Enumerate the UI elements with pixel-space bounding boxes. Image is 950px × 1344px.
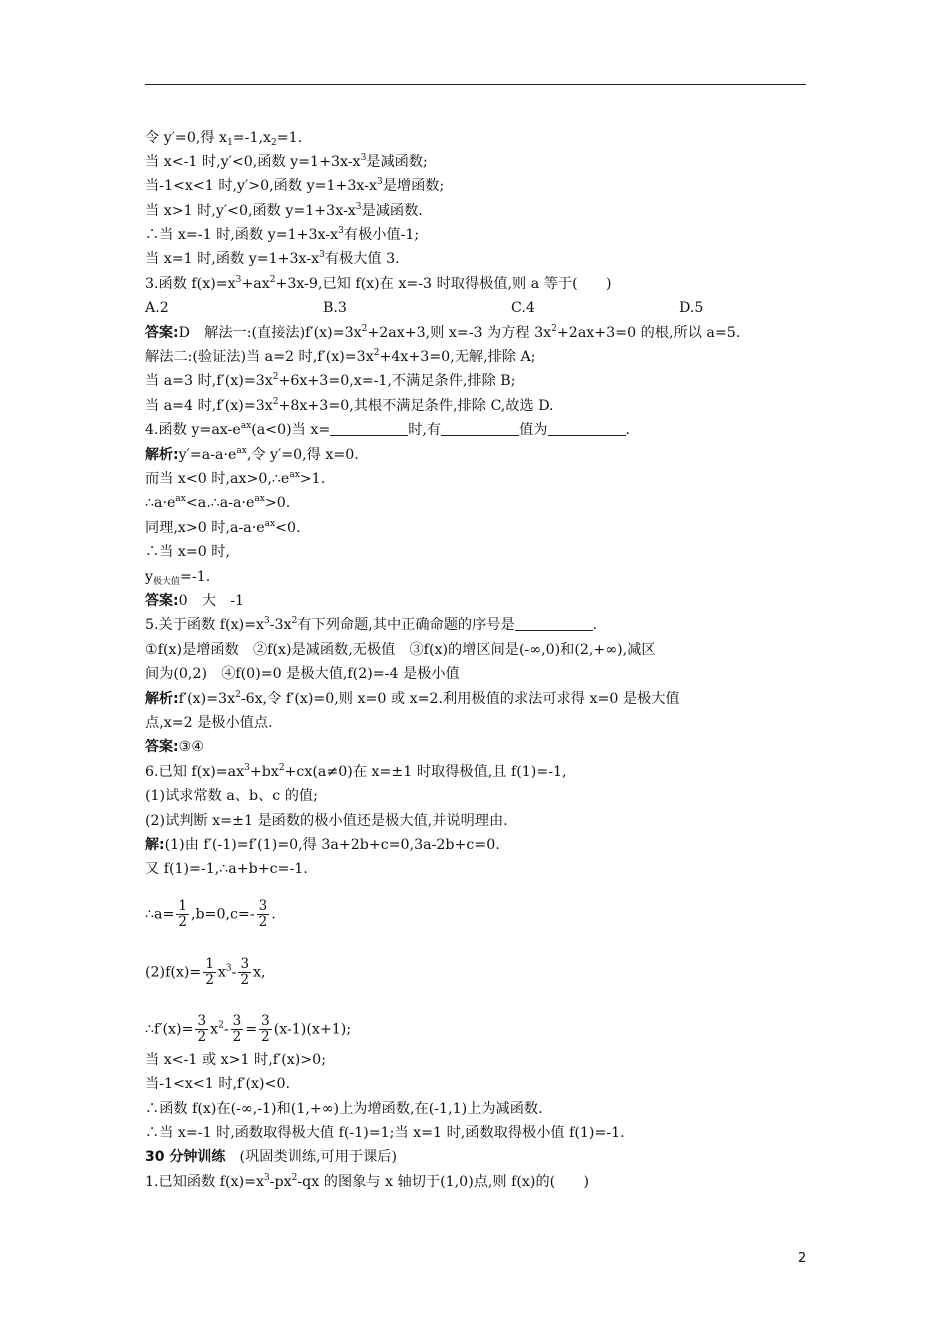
text-line: $\therefore a\cdot e^{ax}<a.\therefore a-a\cdot e^{ax}>0$.	[145, 494, 291, 511]
blank-3	[548, 423, 626, 436]
text-line: 当 x<-1 时,y′<0,函数 $y=1+3x-x^3$是减函数;	[145, 153, 428, 170]
math-line: (2)f(x)= $\frac{1}{2}$ $x^3-$ $\frac{3}{2}$ x,	[145, 956, 266, 988]
text-line: 令 y′=0,得 $x_1=-1,x_2=1$.	[145, 130, 303, 148]
page-number: 2	[798, 1251, 807, 1266]
text-line: 间为(0,2) ④f(0)=0 是极大值,f(2)=-4 是极小值	[145, 666, 460, 682]
fraction: $\frac{3}{2}$	[240, 956, 250, 988]
section-heading: 30 分钟训练 (巩固类训练,可用于课后)	[145, 1149, 398, 1165]
fraction: $\frac{3}{2}$	[232, 1013, 242, 1045]
text-line: ∴当 x=-1 时,函数取得极大值 f(-1)=1;当 x=1 时,函数取得极小值 f(1)=-1.	[145, 1125, 625, 1141]
fraction: $\frac{1}{2}$	[178, 898, 187, 930]
text-line: 当 a=3 时$,f'(x)=3x^2+6x+3=0,x=-1$,不满足条件,排除 B;	[145, 372, 516, 389]
text-line: 又 f(1)=-1,∴a+b+c=-1.	[145, 861, 308, 877]
text-line: 解法二:(验证法)当 a=2 时$,f'(x)=3x^2+4x+3=0$,无解,排除 A;	[145, 348, 536, 365]
text-line: ∴当 x=-1 时,函数 $y=1+3x-x^3$有极小值-1;	[145, 226, 420, 243]
option-d: D.5	[679, 300, 704, 316]
fraction: $\frac{3}{2}$	[261, 1013, 270, 1045]
answer-line: 答案:D 解法一:(直接法)$f'(x)=3x^2+2ax+3$,则 x=-3 为方程 $3x^2+2ax+3=0$ 的根,所以 a=5.	[145, 324, 741, 341]
blank-1	[515, 618, 593, 631]
question-1: 1.已知函数 $f(x)=x^3-px^2-qx$ 的图象与 x 轴切于(1,0)点,则 f(x)的( )	[145, 1173, 590, 1190]
solution-line: 解析$:y'=a-a\cdot e^{ax}$,令 y′=0,得 x=0.	[145, 446, 359, 463]
header-rule	[145, 84, 806, 85]
text-line: 点,x=2 是极小值点.	[145, 715, 273, 731]
question-3-options	[145, 299, 807, 317]
text-line: 当 x>1 时,y′<0,函数 $y=1+3x-x^3$是减函数.	[145, 202, 423, 219]
text-line: 当 a=4 时$,f'(x)=3x^2+8x+3=0$,其根不满足条件,排除 C,故选 D.	[145, 397, 554, 414]
answer-line: 答案:③④	[145, 739, 205, 755]
text-line: (2)试判断 x=±1 是函数的极小值还是极大值,并说明理由.	[145, 813, 508, 829]
question-3: 3.函数 $f(x)=x^3+ax^2+3x-9$,已知 f(x)在 x=-3 时取得极值,则 a 等于( )	[145, 275, 612, 292]
fraction: $\frac{1}{2}$	[205, 956, 214, 988]
blank-2	[441, 423, 519, 436]
solution-line: 解析$:f'(x)=3x^2-6x$,令 f′(x)=0,则 x=0 或 x=2.利用极值的求法可求得 x=0 是极大值	[145, 690, 680, 707]
answer-line: 答案:0 大 -1	[145, 593, 245, 609]
text-line: 当 x<-1 或 x>1 时,f′(x)>0;	[145, 1052, 326, 1068]
text-line: 当-1<x<1 时,y′>0,函数 $y=1+3x-x^3$是增函数;	[145, 177, 445, 194]
question-5: 5.关于函数 $f(x)=x^3-3x^2$有下列命题,其中正确命题的序号是 .	[145, 616, 598, 633]
math-line: ∴f′(x)= $\frac{3}{2}$ $x^2-$ $\frac{3}{2}$ = $\frac{3}{2}$ (x-1)(x+1);	[145, 1013, 352, 1045]
text-line: 而当 x<0 时$,ax>0,\therefore e^{ax}>1$.	[145, 470, 326, 487]
text-line: ∴当 x=0 时,	[145, 544, 231, 560]
question-4: 4.函数 $y=ax-e^{ax}(a<0)$当 x= 时,有 值为 .	[145, 421, 631, 438]
text-line: (1)试求常数 a、b、c 的值;	[145, 788, 318, 804]
option-a: A.2	[145, 300, 169, 316]
blank-1	[330, 423, 408, 436]
math-line: ∴a= $\frac{1}{2}$ ,b=0,c=- $\frac{3}{2}$ .	[145, 898, 276, 930]
text-line: 同理,x>0 时$,a-a\cdot e^{ax}<0$.	[145, 519, 301, 536]
text-line: ∴函数 f(x)在(-∞,-1)和(1,+∞)上为增函数,在(-1,1)上为减函数.	[145, 1101, 543, 1117]
text-line: $y_{极大值}=-1$.	[145, 569, 211, 587]
option-b: B.3	[323, 300, 347, 316]
text-line: 当 x=1 时,函数 $y=1+3x-x^3$有极大值 3.	[145, 250, 400, 267]
question-6: 6.已知 $f(x)=ax^3+bx^2+cx(a\ne 0)$在 x=±1 时取得极值,且 f(1)=-1,	[145, 763, 567, 780]
text-line: 当-1<x<1 时,f′(x)<0.	[145, 1076, 290, 1092]
fraction: $\frac{3}{2}$	[258, 898, 268, 930]
solution-line: 解:(1)由 f′(-1)=f′(1)=0,得 3a+2b+c=0,3a-2b+c=0.	[145, 837, 500, 853]
option-c: C.4	[511, 300, 535, 316]
text-line: ①f(x)是增函数 ②f(x)是减函数,无极值 ③f(x)的增区间是(-∞,0)和(2,+∞),减区	[145, 642, 656, 658]
fraction: $\frac{3}{2}$	[197, 1013, 207, 1045]
